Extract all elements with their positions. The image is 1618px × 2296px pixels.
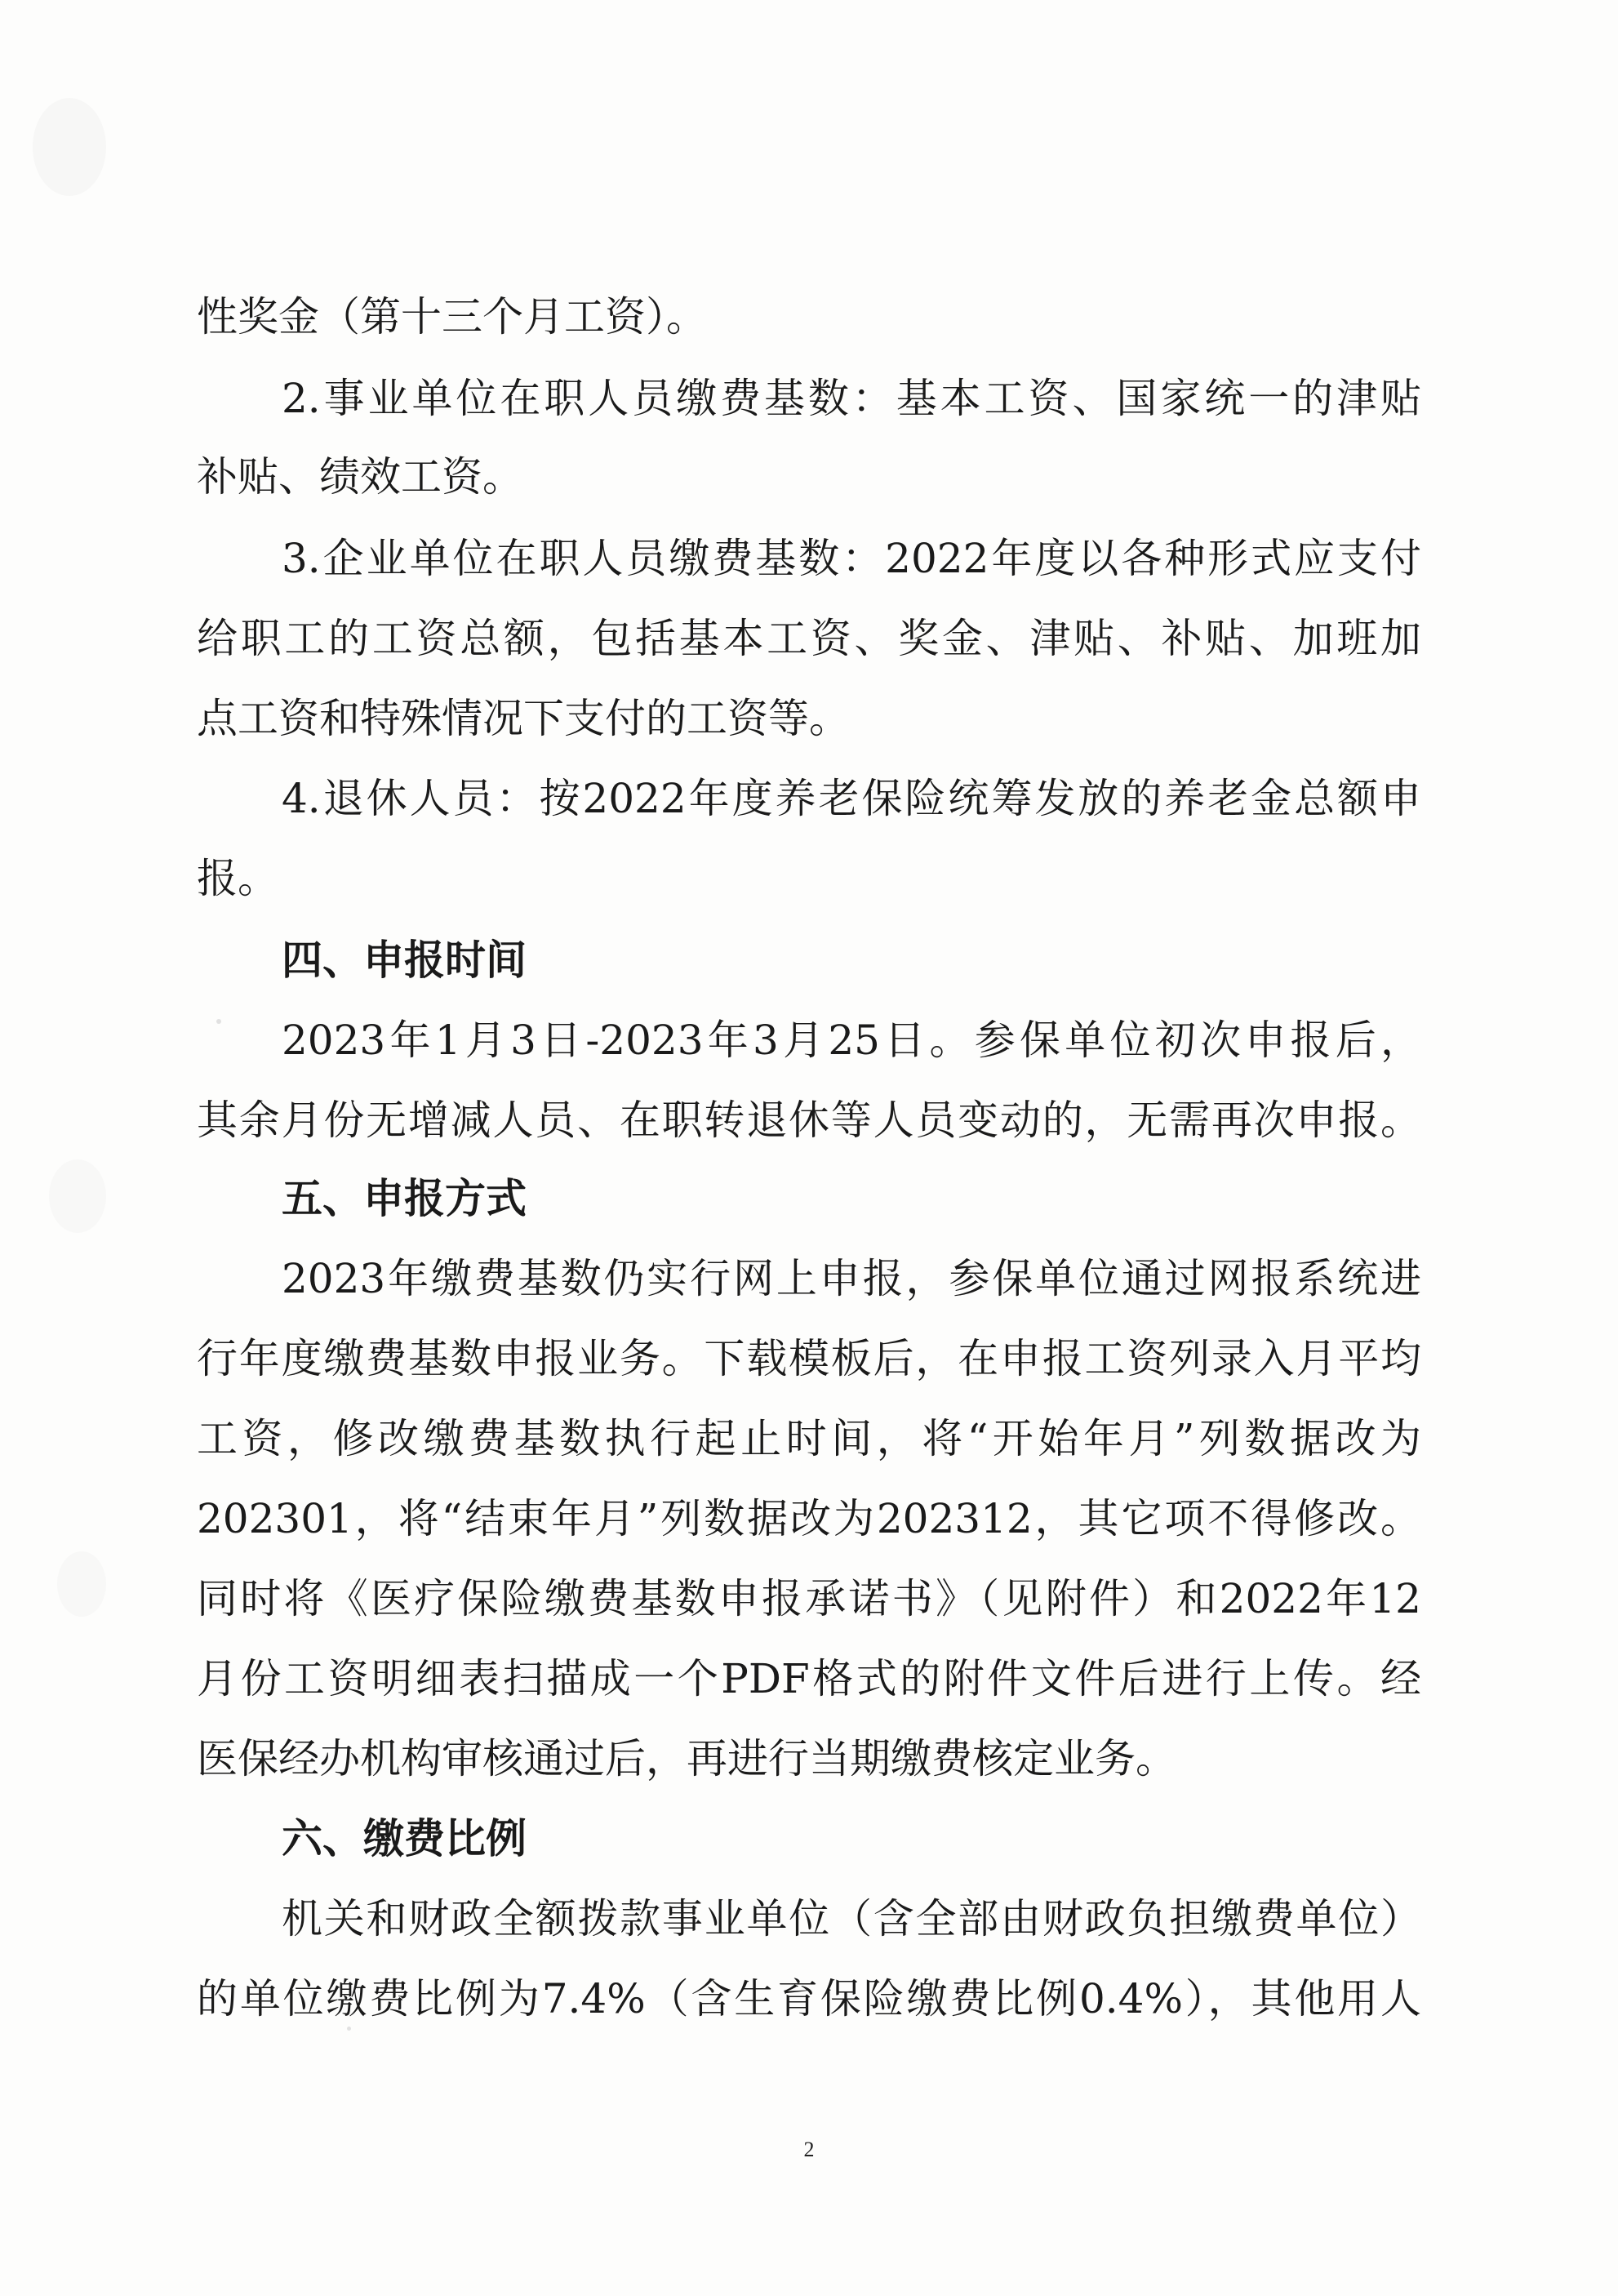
- body-line: 4.退休人员：按2022年度养老保险统筹发放的养老金总额申: [282, 775, 1421, 822]
- body-line: 给职工的工资总额，包括基本工资、奖金、津贴、补贴、加班加: [197, 615, 1421, 662]
- body-line: 其余月份无增减人员、在职转退休等人员变动的，无需再次申报。: [197, 1097, 1421, 1144]
- page-number: 2: [803, 2138, 815, 2161]
- scan-speck: [49, 1159, 106, 1233]
- body-line: 3.企业单位在职人员缴费基数：2022年度以各种形式应支付: [282, 535, 1421, 582]
- body-line: 2.事业单位在职人员缴费基数：基本工资、国家统一的津贴: [282, 375, 1421, 422]
- section-heading: 四、申报时间: [282, 937, 527, 984]
- scan-speck: [57, 1551, 106, 1617]
- scan-speck: [33, 98, 106, 196]
- scan-speck: [216, 1019, 221, 1024]
- body-line: 机关和财政全额拨款事业单位（含全部由财政负担缴费单位）: [282, 1895, 1421, 1942]
- body-line: 2023年缴费基数仍实行网上申报，参保单位通过网报系统进: [282, 1255, 1421, 1302]
- body-line: 同时将《医疗保险缴费基数申报承诺书》（见附件）和2022年12: [197, 1575, 1421, 1622]
- body-line: 性奖金（第十三个月工资）。: [197, 293, 707, 340]
- body-line: 报。: [197, 855, 278, 902]
- body-line: 202301，将“结束年月”列数据改为202312，其它项不得修改。: [197, 1495, 1421, 1542]
- body-line: 工资，修改缴费基数执行起止时间，将“开始年月”列数据改为: [197, 1415, 1421, 1462]
- body-line: 行年度缴费基数申报业务。下载模板后，在申报工资列录入月平均: [197, 1335, 1421, 1382]
- section-heading: 五、申报方式: [282, 1175, 527, 1222]
- body-line: 的单位缴费比例为7.4%（含生育保险缴费比例0.4%），其他用人: [197, 1975, 1421, 2022]
- body-line: 补贴、绩效工资。: [197, 453, 523, 501]
- body-line: 点工资和特殊情况下支付的工资等。: [197, 695, 850, 742]
- body-line: 2023年1月3日-2023年3月25日。参保单位初次申报后，: [282, 1017, 1421, 1064]
- body-line: 月份工资明细表扫描成一个PDF格式的附件文件后进行上传。经: [197, 1655, 1421, 1702]
- body-line: 医保经办机构审核通过后，再进行当期缴费核定业务。: [197, 1735, 1176, 1782]
- section-heading: 六、缴费比例: [282, 1815, 527, 1862]
